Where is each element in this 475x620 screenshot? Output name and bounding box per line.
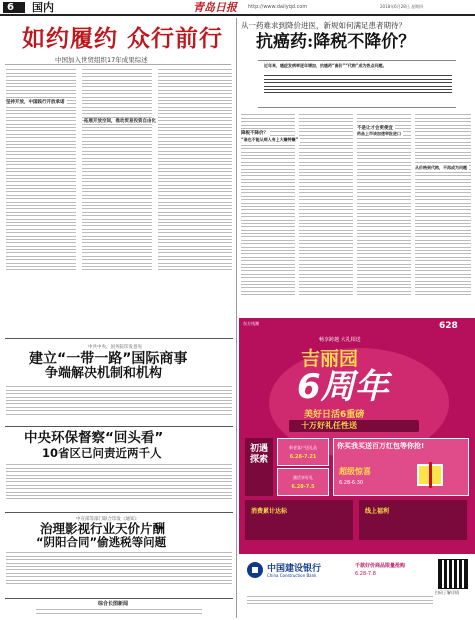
ad-offer-1-label: 消费累计达标 [251,508,288,515]
right-lead-kicker: 从一药难求到降价进医，新规如何满足患者期待？ [241,21,406,30]
bank-advertisement[interactable] [239,318,475,620]
left-lead-title: 如约履约 众行前行 [22,25,224,52]
right-col-head5: 从价格到代购，不再成为问题 [415,165,467,170]
ad-brand-name: 中国建设银行 [267,564,322,574]
left-lead-subtitle: 中国加入世贸组织17年成果综述 [55,56,148,64]
left-footer-body [36,607,202,619]
right-lead-summary-more [264,73,452,107]
ad-panel-2[interactable] [277,468,329,496]
qr-code-icon[interactable] [439,560,467,588]
newspaper-logo: 青岛日报 [193,1,237,14]
ad-brand-en: China Construction Bank [267,573,317,578]
right-lead-summary: 近年来，癌症发病率逐年增加，抗癌药“高价”“代购”成为热点问题。 [264,63,387,68]
divider-left-2 [5,426,233,427]
page-number: 6 [7,2,14,13]
ad-offer-1[interactable] [245,500,353,540]
divider-left-1 [5,338,233,339]
newspaper-url[interactable]: http://www.dailyqd.com [248,4,308,10]
left-article2-title: 建立“一带一路”国际商事 [29,351,188,367]
ad-footer-text: 千款好价商品限量抢购 [355,563,406,569]
left-lead-body-col2 [82,67,152,282]
masthead-rule [0,14,475,16]
ad-panel-2-label: 激活享好礼 [293,475,313,480]
left-article2-kicker: 中共中央、国务院印发意见 [88,345,142,350]
ad-top-text: 畅享跨越 大礼相送 [319,337,361,343]
left-article4-body [6,550,232,596]
right-col-head2: “谁也不能从病人身上大赚特赚” [241,137,299,142]
left-article2-body [6,384,232,424]
right-col-head3: 不是让才会更便宜 [357,126,393,131]
left-lead-body-col3 [158,67,232,282]
left-lead-subhead2: 拓展开放空间，推动贸易投资自由化 [84,119,156,124]
left-footer-note: 综合长图新闻 [98,601,129,607]
ad-offer-2[interactable] [359,500,467,540]
ad-panel-2-date: 6.28-7.5 [291,484,315,490]
right-lead-body-col3 [357,112,411,312]
ad-side-banner-text: 初遇探索 [249,444,268,465]
left-lead-subhead1: 坚持开放，中国践行开放承诺 [6,100,65,105]
ad-slogan: 美好日活6重磅 [304,410,365,420]
column-divider [236,18,237,618]
left-article3-subtitle: 10省区已问责近两千人 [42,446,162,460]
ad-sub-slogan: 十万好礼任性送 [301,421,357,430]
gift-ribbon-icon [429,462,432,488]
left-article4-kicker: 中宣部等部门联合印发《通知》 [76,517,139,522]
right-lead-body-col4 [415,112,471,312]
ad-gift-title: 超级惊喜 [339,467,371,476]
ad-footer-date: 6.28-7.8 [355,571,376,577]
left-article2-subtitle: 争端解决机制和机构 [45,366,163,381]
ad-bank-code: 628 [439,321,458,331]
ad-panel-1[interactable] [277,438,329,466]
left-article4-subtitle: “阴阳合同”偷逃税等问题 [36,535,167,549]
right-col-head1: 降税不降价？ [241,131,268,136]
ad-panel-1-date: 6.28-7.21 [289,454,317,460]
ad-footer-qr: 扫码了解详情 [435,590,459,595]
ad-anniversary: 6周年 [297,367,389,407]
left-article4-title: 治理影视行业天价片酬 [40,521,166,536]
right-col-head4: 药品上市该加速审批进口 [357,131,401,136]
lead-subtitle-rule [5,64,231,65]
ad-gift-sub: 6.28-6.30 [339,480,364,486]
masthead-meta: 2018年6月28日 星期四 [380,4,424,9]
ad-tag: 东方钱潮 [243,321,259,326]
ad-logo-text: 吉丽园 [301,348,359,370]
ad-offer-2-label: 线上福利 [365,508,390,515]
ad-promo-text: 你买我买送百万红包等你抢! [337,442,425,450]
ad-footer-fineprint [247,594,433,614]
right-lead-title: 抗癌药:降税不降价？ [256,32,416,52]
left-article3-body [6,462,232,510]
right-lead-body-col2 [299,112,353,312]
divider-left-4 [5,598,233,599]
ccb-logo-inner-icon [252,567,258,573]
ad-panel-1-label: 新老客户送礼品 [289,445,317,450]
divider-left-3 [5,512,233,513]
left-article3-title: 中央环保督察“回头看” [24,430,164,446]
section-label: 国内 [32,1,54,14]
